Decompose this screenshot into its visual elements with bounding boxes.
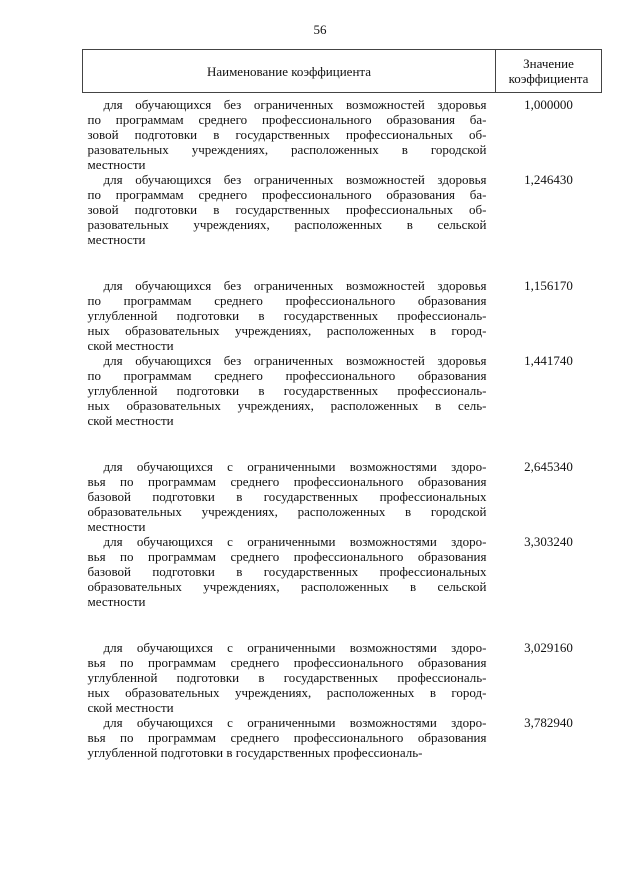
table-row — [83, 353, 602, 459]
coefficient-name-line: местности — [87, 594, 146, 609]
coefficient-name-line: вья по программам среднего профессионального образования — [87, 655, 487, 670]
coefficient-value: 3,303240 — [524, 534, 573, 549]
table-row — [83, 172, 602, 278]
coefficient-name-line: углубленной подготовки в государственных профессиональ- — [87, 670, 487, 685]
coefficient-name-line: углубленной подготовки в государственных профессиональ- — [87, 383, 487, 398]
header-value-line-2: коэффициента — [508, 71, 589, 86]
table-row — [83, 715, 602, 760]
coefficient-name-line: по программам среднего профессионального образования ба- — [87, 187, 487, 202]
coefficient-name-cell — [83, 172, 496, 278]
coefficient-name-line: местности — [87, 519, 146, 534]
coefficient-name-line: ных образовательных учреждениях, расположенных в город- — [87, 323, 487, 338]
header-coefficient-name: Наименование коэффициента — [83, 50, 496, 93]
coefficient-name-line: для обучающихся без ограниченных возможностей здоровья — [103, 278, 487, 293]
coefficient-name-line: ных образовательных учреждениях, расположенных в сель- — [87, 398, 487, 413]
coefficient-name-cell — [83, 278, 496, 353]
coefficient-value: 3,029160 — [524, 640, 573, 655]
coefficient-name-cell — [83, 715, 496, 760]
coefficient-name-line: для обучающихся с ограниченными возможностями здоро- — [103, 459, 487, 474]
coefficient-value-cell — [496, 534, 602, 640]
page-number: 56 — [313, 22, 327, 37]
coefficient-value: 2,645340 — [524, 459, 573, 474]
header-value-line-1: Значение — [523, 56, 574, 71]
coefficient-value-cell — [496, 715, 602, 760]
coefficient-name-line: ных образовательных учреждениях, расположенных в город- — [87, 685, 487, 700]
coefficient-name-line: вья по программам среднего профессионального образования — [87, 730, 487, 745]
coefficients-table — [82, 49, 602, 760]
header-coefficient-value — [496, 50, 602, 93]
coefficient-name-line: базовой подготовки в государственных профессиональных — [87, 564, 487, 579]
coefficient-name-line: ской местности — [87, 700, 174, 715]
table-header-row — [83, 50, 602, 93]
coefficient-name-line: по программам среднего профессионального образования — [87, 368, 487, 383]
table-row — [83, 534, 602, 640]
coefficient-name-line: местности — [87, 157, 146, 172]
coefficient-value: 1,441740 — [524, 353, 573, 368]
coefficient-name-line: местности — [87, 232, 146, 247]
coefficient-name-line: для обучающихся без ограниченных возможностей здоровья — [103, 97, 487, 112]
table-body — [83, 93, 602, 761]
coefficient-value-cell — [496, 459, 602, 534]
coefficient-name-line: зовой подготовки в государственных профессиональных об- — [87, 127, 487, 142]
coefficient-value-cell — [496, 93, 602, 173]
coefficient-name-line: по программам среднего профессионального образования — [87, 293, 487, 308]
table-row — [83, 640, 602, 715]
coefficient-name-line: образовательных учреждениях, расположенных в городской — [87, 504, 487, 519]
table-row — [83, 93, 602, 173]
coefficient-name-line: углубленной подготовки в государственных профессиональ- — [87, 308, 487, 323]
table-row — [83, 278, 602, 353]
coefficient-name-cell — [83, 459, 496, 534]
coefficient-name-cell — [83, 93, 496, 173]
coefficient-value-cell — [496, 353, 602, 459]
coefficient-name-line: для обучающихся с ограниченными возможностями здоро- — [103, 715, 487, 730]
coefficient-name-cell — [83, 534, 496, 640]
coefficient-value-cell — [496, 278, 602, 353]
coefficient-name-line: вья по программам среднего профессионального образования — [87, 549, 487, 564]
coefficient-value-cell — [496, 640, 602, 715]
coefficient-name-line: образовательных учреждениях, расположенных в сельской — [87, 579, 487, 594]
coefficient-name-line: ской местности — [87, 338, 174, 353]
coefficient-name-line: вья по программам среднего профессионального образования — [87, 474, 487, 489]
coefficient-name-line: для обучающихся без ограниченных возможностей здоровья — [103, 172, 487, 187]
coefficient-name-cell — [83, 640, 496, 715]
coefficient-name-line: для обучающихся с ограниченными возможностями здоро- — [103, 640, 487, 655]
coefficient-name-line: для обучающихся с ограниченными возможностями здоро- — [103, 534, 487, 549]
coefficient-value-cell — [496, 172, 602, 278]
table-row — [83, 459, 602, 534]
coefficient-name-line: по программам среднего профессионального образования ба- — [87, 112, 487, 127]
coefficient-name-line: ской местности — [87, 413, 174, 428]
coefficient-value: 1,156170 — [524, 278, 573, 293]
coefficient-name-line: зовой подготовки в государственных профессиональных об- — [87, 202, 487, 217]
coefficient-name-line: для обучающихся без ограниченных возможностей здоровья — [103, 353, 487, 368]
coefficient-name-line: углубленной подготовки в государственных профессиональ- — [87, 745, 423, 760]
coefficient-name-line: базовой подготовки в государственных профессиональных — [87, 489, 487, 504]
coefficient-name-line: разовательных учреждениях, расположенных в городской — [87, 142, 487, 157]
coefficient-value: 1,246430 — [524, 172, 573, 187]
coefficient-name-line: разовательных учреждениях, расположенных в сельской — [87, 217, 487, 232]
coefficient-name-cell — [83, 353, 496, 459]
coefficient-value: 3,782940 — [524, 715, 573, 730]
coefficient-value: 1,000000 — [524, 97, 573, 112]
